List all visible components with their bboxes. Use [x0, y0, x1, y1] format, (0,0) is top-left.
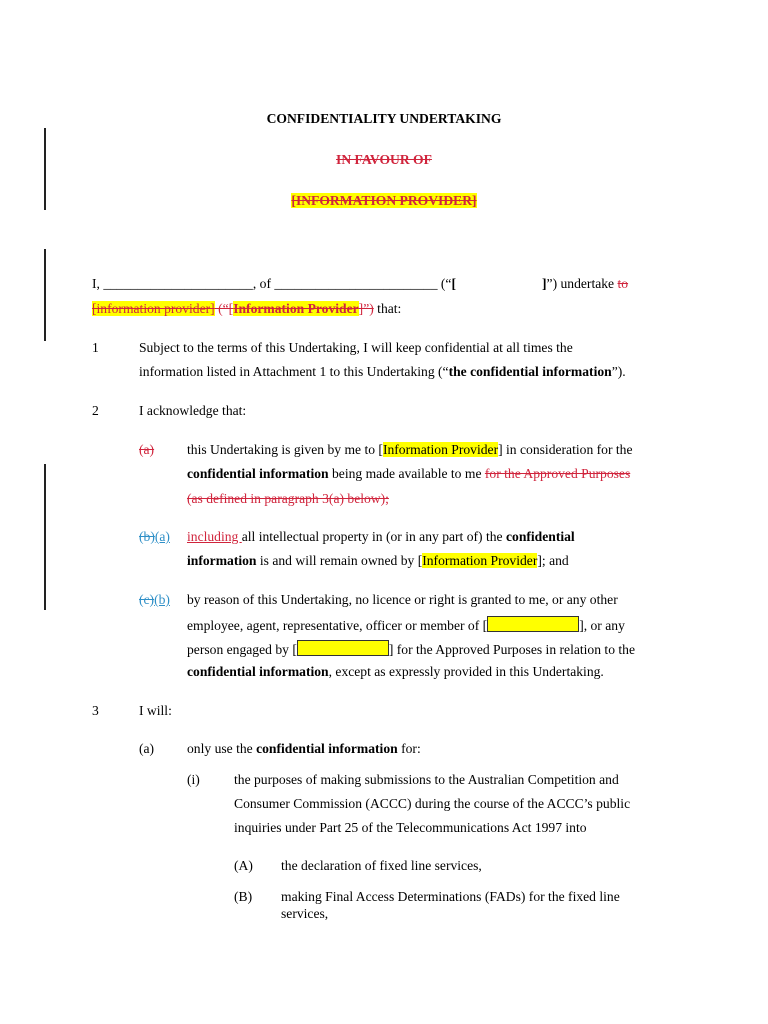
para-1-number: 1: [92, 340, 99, 355]
confidential-info-term: confidential information: [187, 466, 329, 481]
blank-field[interactable]: [487, 616, 579, 632]
para-2c-text: person engaged by [: [187, 642, 297, 657]
para-2b-label: [139, 529, 180, 545]
para-3B-line-2: services,: [281, 906, 329, 921]
para-3B-label: (B): [234, 889, 253, 904]
undertake-text: ”) undertake: [546, 276, 615, 291]
para-2-text: I acknowledge that:: [139, 403, 247, 418]
deleted-label-b: (b): [139, 529, 155, 544]
para-2c-text-end: ] for the Approved Purposes in relation to the: [388, 642, 636, 657]
para-2c-line-2: [187, 616, 625, 634]
para-3A-label: (A): [234, 858, 253, 873]
change-bar: [44, 464, 46, 610]
intro-line-1: [92, 276, 628, 292]
para-3i-line-1: the purposes of making submissions to the Australian Competition and: [234, 772, 619, 787]
para-1-text: information listed in Attachment 1 to this Undertaking (“: [139, 364, 449, 379]
para-2c-text-end: ], or any: [579, 618, 625, 633]
para-2a-line-3: [187, 491, 389, 507]
highlight-provider: Information Provider: [382, 442, 499, 457]
para-2c-text: employee, agent, representative, officer or member of [: [187, 618, 488, 633]
deleted-quote-close: ]”): [358, 301, 374, 316]
para-3-text: I will:: [139, 703, 172, 718]
inserted-including: including: [187, 529, 242, 544]
deleted-approved-purposes: for the Approved Purposes: [484, 466, 631, 481]
provider-heading: [0, 193, 768, 209]
inserted-label-b: (b): [154, 592, 170, 607]
para-2c-label: [139, 592, 176, 608]
para-2a-line-1: [187, 442, 633, 458]
para-2c-line-1: by reason of this Undertaking, no licence or right is granted to me, or any other: [187, 592, 618, 607]
deleted-definition: (as defined in paragraph 3(a) below);: [187, 491, 389, 506]
para-3i-line-3: inquiries under Part 25 of the Telecommunications Act 1997 into: [234, 820, 587, 835]
deleted-provider-cap: Information Provider: [233, 301, 359, 316]
deleted-quote-open: (“[: [214, 301, 234, 316]
para-3B-line-1: making Final Access Determinations (FADs) for the fixed line: [281, 889, 620, 904]
para-2b-line-1: [187, 529, 575, 545]
confidential-info-term: the confidential information: [448, 364, 612, 379]
para-2b-text: is and will remain owned by [: [256, 553, 423, 568]
confidential-info-term: confidential information: [256, 741, 398, 756]
confidential-info-term: confidential information: [187, 664, 329, 679]
para-2-number: 2: [92, 403, 99, 418]
para-3a-line: [187, 741, 421, 757]
intro-line-2: [92, 301, 401, 317]
para-2c-line-3: [187, 640, 635, 658]
inserted-label-a: (a): [154, 529, 170, 544]
change-bar: [44, 249, 46, 341]
deleted-favour: IN FAVOUR OF: [336, 152, 432, 167]
para-3a-label: (a): [139, 741, 155, 756]
para-2b-text-end: ]; and: [537, 553, 569, 568]
para-2a-text: being made available to me: [328, 466, 485, 481]
deleted-label-c: (c): [139, 592, 155, 607]
confidential-term: confidential: [505, 529, 575, 544]
para-1-line-2: [139, 364, 626, 380]
bracket-close: ]: [542, 276, 547, 291]
deleted-label-a: (a): [139, 442, 155, 457]
para-1-line-1: Subject to the terms of this Undertaking, I will keep confidential at all times the: [139, 340, 573, 355]
highlight-provider: Information Provider: [422, 553, 538, 568]
para-2b-text: all intellectual property in (or in any part of) the: [241, 529, 506, 544]
para-3i-line-2: Consumer Commission (ACCC) during the course of the ACCC’s public: [234, 796, 631, 811]
para-3-number: 3: [92, 703, 99, 718]
favour-heading: [0, 152, 768, 168]
information-term: information: [187, 553, 257, 568]
para-2a-text-end: ] in consideration for the: [498, 442, 633, 457]
para-3a-text: only use the: [187, 741, 257, 756]
para-2a-line-2: [187, 466, 630, 482]
intro-prefix: I, ______________________, of ________________________ (“: [92, 276, 452, 291]
deleted-to: to: [617, 276, 629, 291]
deleted-provider-lower: [information provider]: [92, 301, 215, 316]
para-2c-text-end: , except as expressly provided in this Undertaking.: [328, 664, 604, 679]
para-2a-label: [139, 442, 180, 458]
para-3a-text-end: for:: [397, 741, 421, 756]
deleted-provider-heading: [INFORMATION PROVIDER]: [291, 193, 477, 208]
that-text: that:: [373, 301, 402, 316]
para-2a-text: this Undertaking is given by me to [: [187, 442, 383, 457]
document-title: CONFIDENTIALITY UNDERTAKING: [266, 111, 502, 126]
para-1-close: ”).: [611, 364, 626, 379]
bracket-open: [: [451, 276, 456, 291]
para-2b-line-2: [187, 553, 569, 569]
para-3A-text: the declaration of fixed line services,: [281, 858, 482, 873]
para-3i-label: (i): [187, 772, 200, 787]
blank-field[interactable]: [297, 640, 389, 656]
para-2c-line-4: [187, 664, 604, 680]
